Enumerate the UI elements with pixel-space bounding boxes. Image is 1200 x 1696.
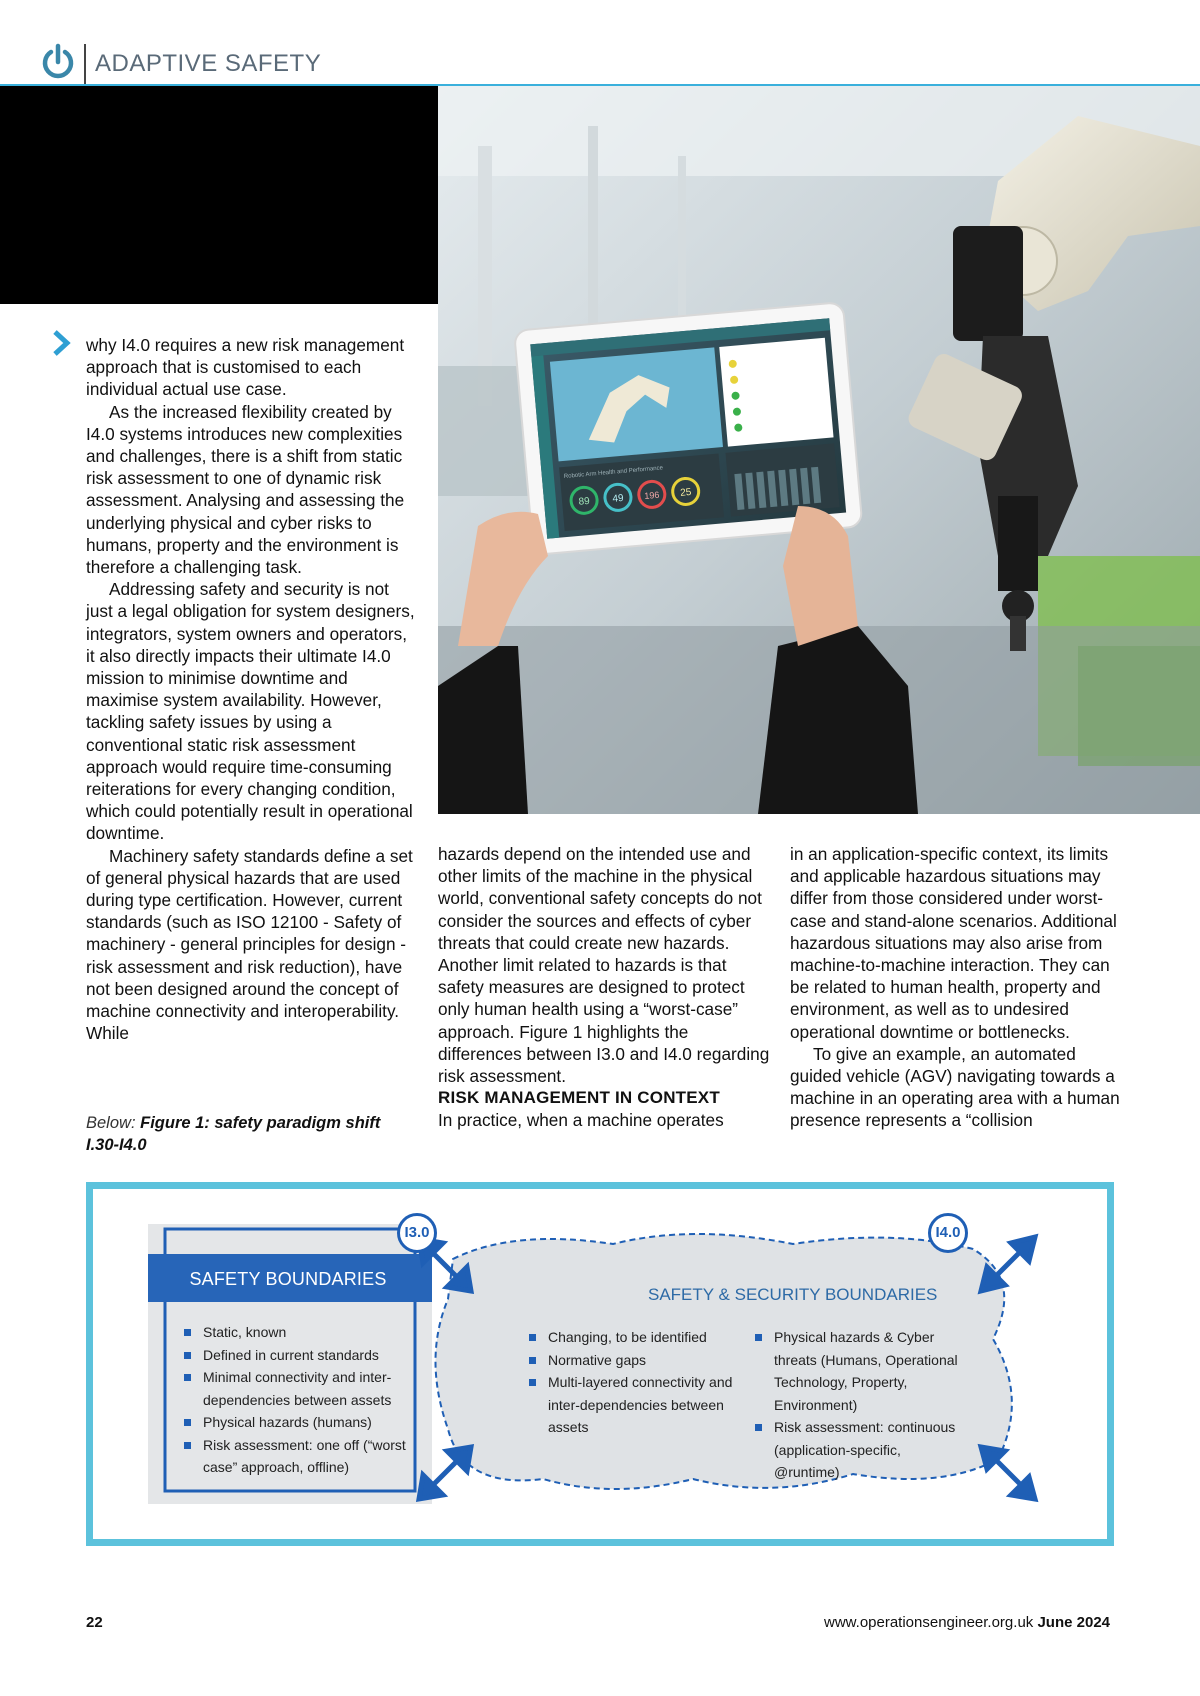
list-item: Multi-layered connectivity and inter-dependencies between assets bbox=[526, 1371, 736, 1439]
paragraph: As the increased flexibility created by I4.0 systems introduces new complexities and challenges, there is a shift from static risk assessment to one of dynamic risk assessment. Analysing and assessing the underlying physical and cyber risks to humans, property and the environment is therefore a challenging task. bbox=[86, 401, 405, 578]
header-divider bbox=[84, 44, 86, 84]
body-column-1 bbox=[86, 334, 416, 1045]
redacted-block bbox=[0, 86, 438, 304]
i30-list bbox=[181, 1321, 406, 1479]
section-heading: RISK MANAGEMENT IN CONTEXT bbox=[438, 1088, 720, 1108]
figure-safety-paradigm bbox=[86, 1182, 1114, 1546]
i30-badge: I3.0 bbox=[397, 1213, 437, 1253]
section-title: ADAPTIVE SAFETY bbox=[95, 50, 322, 77]
footer-url[interactable]: www.operationsengineer.org.uk bbox=[823, 1614, 1034, 1631]
list-item: Physical hazards (humans) bbox=[181, 1411, 406, 1434]
list-item: Normative gaps bbox=[526, 1349, 736, 1372]
caption-text: Figure 1: safety paradigm shift I.30-I4.0 bbox=[86, 1114, 381, 1154]
paragraph: hazards depend on the intended use and other limits of the machine in the physical world, conventional safety concepts do not consider the sources and effects of cyber threats that could create new hazards. Another limit related to hazards is that safety measures are designed to protect only human health using a “worst-case” approach. Figure 1 highlights the differences between I3.0 and I4.0 regarding risk assessment. bbox=[438, 844, 770, 1087]
page-header bbox=[0, 0, 1200, 86]
footer-info bbox=[824, 1614, 1110, 1631]
photo-tablet-robot bbox=[438, 86, 1200, 814]
list-item: Changing, to be identified bbox=[526, 1326, 736, 1349]
paragraph: in an application-specific context, its limits and applicable hazardous situations may differ from those considered under worst-case and stand-alone scenarios. Additional hazardous situations may also arise from machine-to-machine interaction. They can be related to human health, property and environment, as well as to undesired operational downtime or bottlenecks. bbox=[790, 844, 1117, 1042]
paragraph: Machinery safety standards define a set of general physical hazards that are used during type certification. However, current standards (such as ISO 12100 - Safety of machinery - general principles for design - risk assessment and risk reduction), have not been designed around the concept of machine connectivity and interoperability. While bbox=[86, 845, 413, 1044]
caption-lead: Below: bbox=[86, 1114, 136, 1132]
paragraph: Addressing safety and security is not just a legal obligation for system designers, integrators, system owners and operators, it also directly impacts their ultimate I4.0 mission to minimise downtime and maximise system availability. However, tackling safety issues by using a conventional static risk assessment approach would require time-consuming reiterations for every changing condition, which could potentially result in operational downtime. bbox=[86, 579, 415, 844]
i40-list-a bbox=[526, 1326, 736, 1439]
list-item: Risk assessment: one off (“worst case” approach, offline) bbox=[181, 1434, 406, 1479]
gauge-3-value: 196 bbox=[643, 489, 660, 502]
power-icon bbox=[40, 42, 76, 82]
list-item: Defined in current standards bbox=[181, 1344, 406, 1367]
gauge-2-value: 49 bbox=[612, 492, 625, 505]
i40-list-b bbox=[752, 1326, 967, 1484]
paragraph: To give an example, an automated guided vehicle (AGV) navigating towards a machine in an operating area with a human presence represents a “collision bbox=[790, 1043, 1120, 1131]
gauge-1-value: 89 bbox=[578, 495, 591, 508]
tablet-panel-title: Robotic Arm Health and Performance bbox=[563, 465, 664, 480]
footer-date: June 2024 bbox=[1037, 1614, 1110, 1631]
chevron-right-icon bbox=[50, 330, 72, 356]
list-item: Risk assessment: continuous (application-specific, @runtime) bbox=[752, 1416, 967, 1484]
list-item: Static, known bbox=[181, 1321, 406, 1344]
list-item: Minimal connectivity and inter-dependencies between assets bbox=[181, 1366, 406, 1411]
i40-badge: I4.0 bbox=[928, 1213, 968, 1253]
body-column-2 bbox=[438, 843, 773, 1132]
list-item: Physical hazards & Cyber threats (Humans, Operational Technology, Property, Environment) bbox=[752, 1326, 967, 1416]
paragraph: In practice, when a machine operates bbox=[438, 1110, 724, 1131]
left-box-title: SAFETY BOUNDARIES bbox=[189, 1269, 387, 1289]
page-number: 22 bbox=[86, 1614, 103, 1631]
right-box-title: SAFETY & SECURITY BOUNDARIES bbox=[648, 1285, 938, 1304]
gauge-4-value: 25 bbox=[679, 486, 692, 499]
figure-caption bbox=[86, 1112, 386, 1156]
body-column-3 bbox=[790, 843, 1120, 1132]
paragraph: why I4.0 requires a new risk management approach that is customised to each individual actual use case. bbox=[86, 335, 405, 400]
